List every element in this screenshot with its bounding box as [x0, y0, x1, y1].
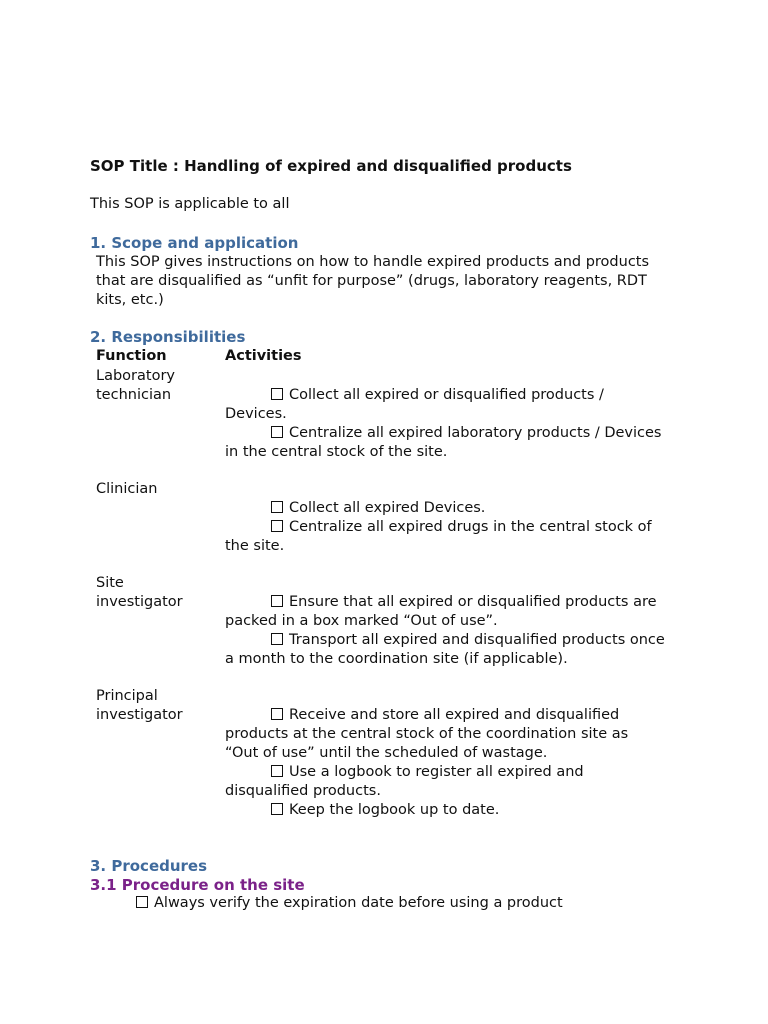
activities-cell	[225, 367, 665, 462]
activity-item	[225, 518, 665, 556]
procedure-item	[136, 895, 563, 911]
scope-text: This SOP gives instructions on how to handle expired products and products that are disqualified as “unfit for purpose” (drugs, laboratory reagents, RDT kits, etc.)	[96, 254, 650, 308]
activities-cell	[225, 574, 665, 669]
table-row	[96, 687, 676, 820]
responsibilities-heading: 2. Responsibilities	[90, 328, 246, 346]
checkbox-bullet-icon	[271, 388, 283, 400]
checkbox-bullet-icon	[271, 501, 283, 513]
function-cell: Principal investigator	[96, 688, 183, 723]
table-row	[96, 367, 676, 462]
checkbox-bullet-icon	[271, 426, 283, 438]
checkbox-bullet-icon	[271, 520, 283, 532]
table-row	[96, 480, 676, 556]
activity-item	[225, 499, 665, 518]
table-header	[96, 347, 676, 367]
procedure-site-heading: 3.1 Procedure on the site	[90, 876, 305, 894]
activity-item	[225, 763, 665, 801]
activity-text: Keep the logbook up to date.	[289, 802, 500, 818]
checkbox-bullet-icon	[271, 803, 283, 815]
activity-item	[225, 386, 665, 424]
activity-text: Collect all expired or disqualified products / Devices.	[225, 387, 604, 422]
checkbox-bullet-icon	[136, 896, 148, 908]
activity-item	[225, 593, 665, 631]
activity-text: Centralize all expired drugs in the central stock of the site.	[225, 519, 652, 554]
function-column-header: Function	[96, 348, 167, 364]
responsibilities-table	[96, 347, 676, 820]
checkbox-bullet-icon	[271, 633, 283, 645]
checkbox-bullet-icon	[271, 708, 283, 720]
activity-text: Collect all expired Devices.	[289, 500, 486, 516]
activity-item	[225, 801, 665, 820]
procedure-text: Always verify the expiration date before using a product	[154, 895, 563, 911]
activity-text: Transport all expired and disqualified products once a month to the coordination site (if applicable).	[225, 632, 665, 667]
activities-column-header: Activities	[225, 348, 302, 364]
activity-text: Ensure that all expired or disqualified products are packed in a box marked “Out of use”.	[225, 594, 657, 629]
checkbox-bullet-icon	[271, 765, 283, 777]
checkbox-bullet-icon	[271, 595, 283, 607]
sop-title: SOP Title : Handling of expired and disqualified products	[90, 157, 572, 175]
activities-cell	[225, 687, 665, 820]
function-cell: Laboratory technician	[96, 368, 175, 403]
applicability-statement: This SOP is applicable to all	[90, 196, 290, 212]
activities-cell	[225, 480, 665, 556]
activity-item	[225, 706, 665, 763]
function-cell: Clinician	[96, 481, 158, 497]
activity-text: Centralize all expired laboratory products / Devices in the central stock of the site.	[225, 425, 662, 460]
scope-heading: 1. Scope and application	[90, 234, 299, 252]
activity-item	[225, 631, 665, 669]
table-row	[96, 574, 676, 669]
activity-text: Use a logbook to register all expired and disqualified products.	[225, 764, 584, 799]
function-cell: Site investigator	[96, 575, 183, 610]
procedures-heading: 3. Procedures	[90, 857, 208, 875]
activity-item	[225, 424, 665, 462]
activity-text: Receive and store all expired and disqualified products at the central stock of the coordination site as “Out of use” until the scheduled of wastage.	[225, 707, 629, 761]
